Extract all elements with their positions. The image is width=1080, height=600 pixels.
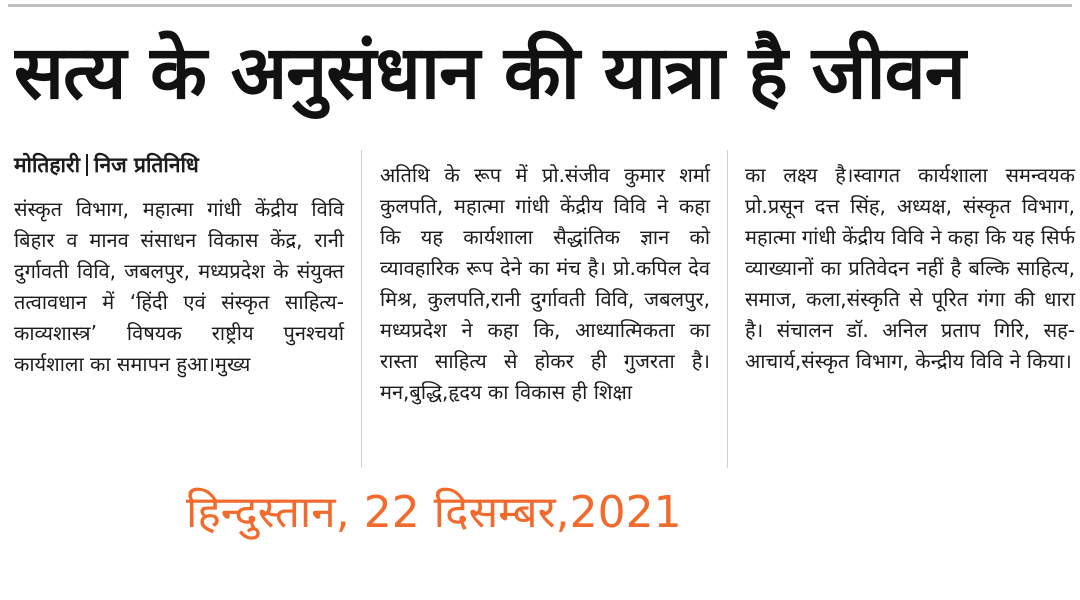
column-divider [727, 150, 728, 468]
dateline [14, 150, 344, 180]
article-column-2 [380, 160, 710, 408]
article-headline: सत्य के अनुसंधान की यात्रा है जीवन [14, 30, 965, 116]
source-caption: हिन्दुस्तान, 22 दिसम्बर,2021 [186, 487, 682, 538]
column-divider [361, 150, 362, 468]
column-2-text: अतिथि के रूप में प्रो.संजीव कुमार शर्मा कुलपति, महात्मा गांधी केंद्रीय विवि ने कहा कि यह कार्यशाला सैद्धांतिक ज्ञान को व्यावहारिक रूप देने का मंच है। प्रो.कपिल देव मिश्र, कुलपति,रानी दुर्गावती विवि, जबलपुर, मध्यप्रदेश ने कहा कि, आध्यात्मिकता का रास्ता साहित्य से होकर ही गुजरता है। मन,बुद्धि,हृदय का विकास ही शिक्षा [380, 163, 710, 404]
dateline-separator [86, 154, 88, 176]
column-3-text: का लक्ष्य है।स्वागत कार्यशाला समन्वयक प्रो.प्रसून दत्त सिंह, अध्यक्ष, संस्कृत विभाग, महात्मा गांधी केंद्रीय विवि ने कहा कि यह सिर्फ व्याख्यानों का प्रतिवेदन नहीं है बल्कि साहित्य, समाज, कला,संस्कृति से पूरित गंगा की धारा है। संचालन डॉ. अनिल प्रताप गिरि, सह-आचार्य,संस्कृत विभाग, केन्द्रीय विवि ने किया। [745, 163, 1075, 373]
article-column-3 [745, 160, 1075, 377]
dateline-byline: निज प्रतिनिधि [94, 153, 199, 177]
dateline-place: मोतिहारी [14, 153, 81, 177]
article-column-1 [14, 150, 344, 380]
top-border-rule [8, 4, 1072, 7]
column-1-text: संस्कृत विभाग, महात्मा गांधी केंद्रीय विवि बिहार व मानव संसाधन विकास केंद्र, रानी दुर्गावती विवि, जबलपुर, मध्यप्रदेश के संयुक्त तत्वावधान में ‘हिंदी एवं संस्कृत साहित्य- काव्यशास्त्र’ विषयक राष्ट्रीय पुनश्चर्या कार्यशाला का समापन हुआ।मुख्य [14, 197, 344, 376]
